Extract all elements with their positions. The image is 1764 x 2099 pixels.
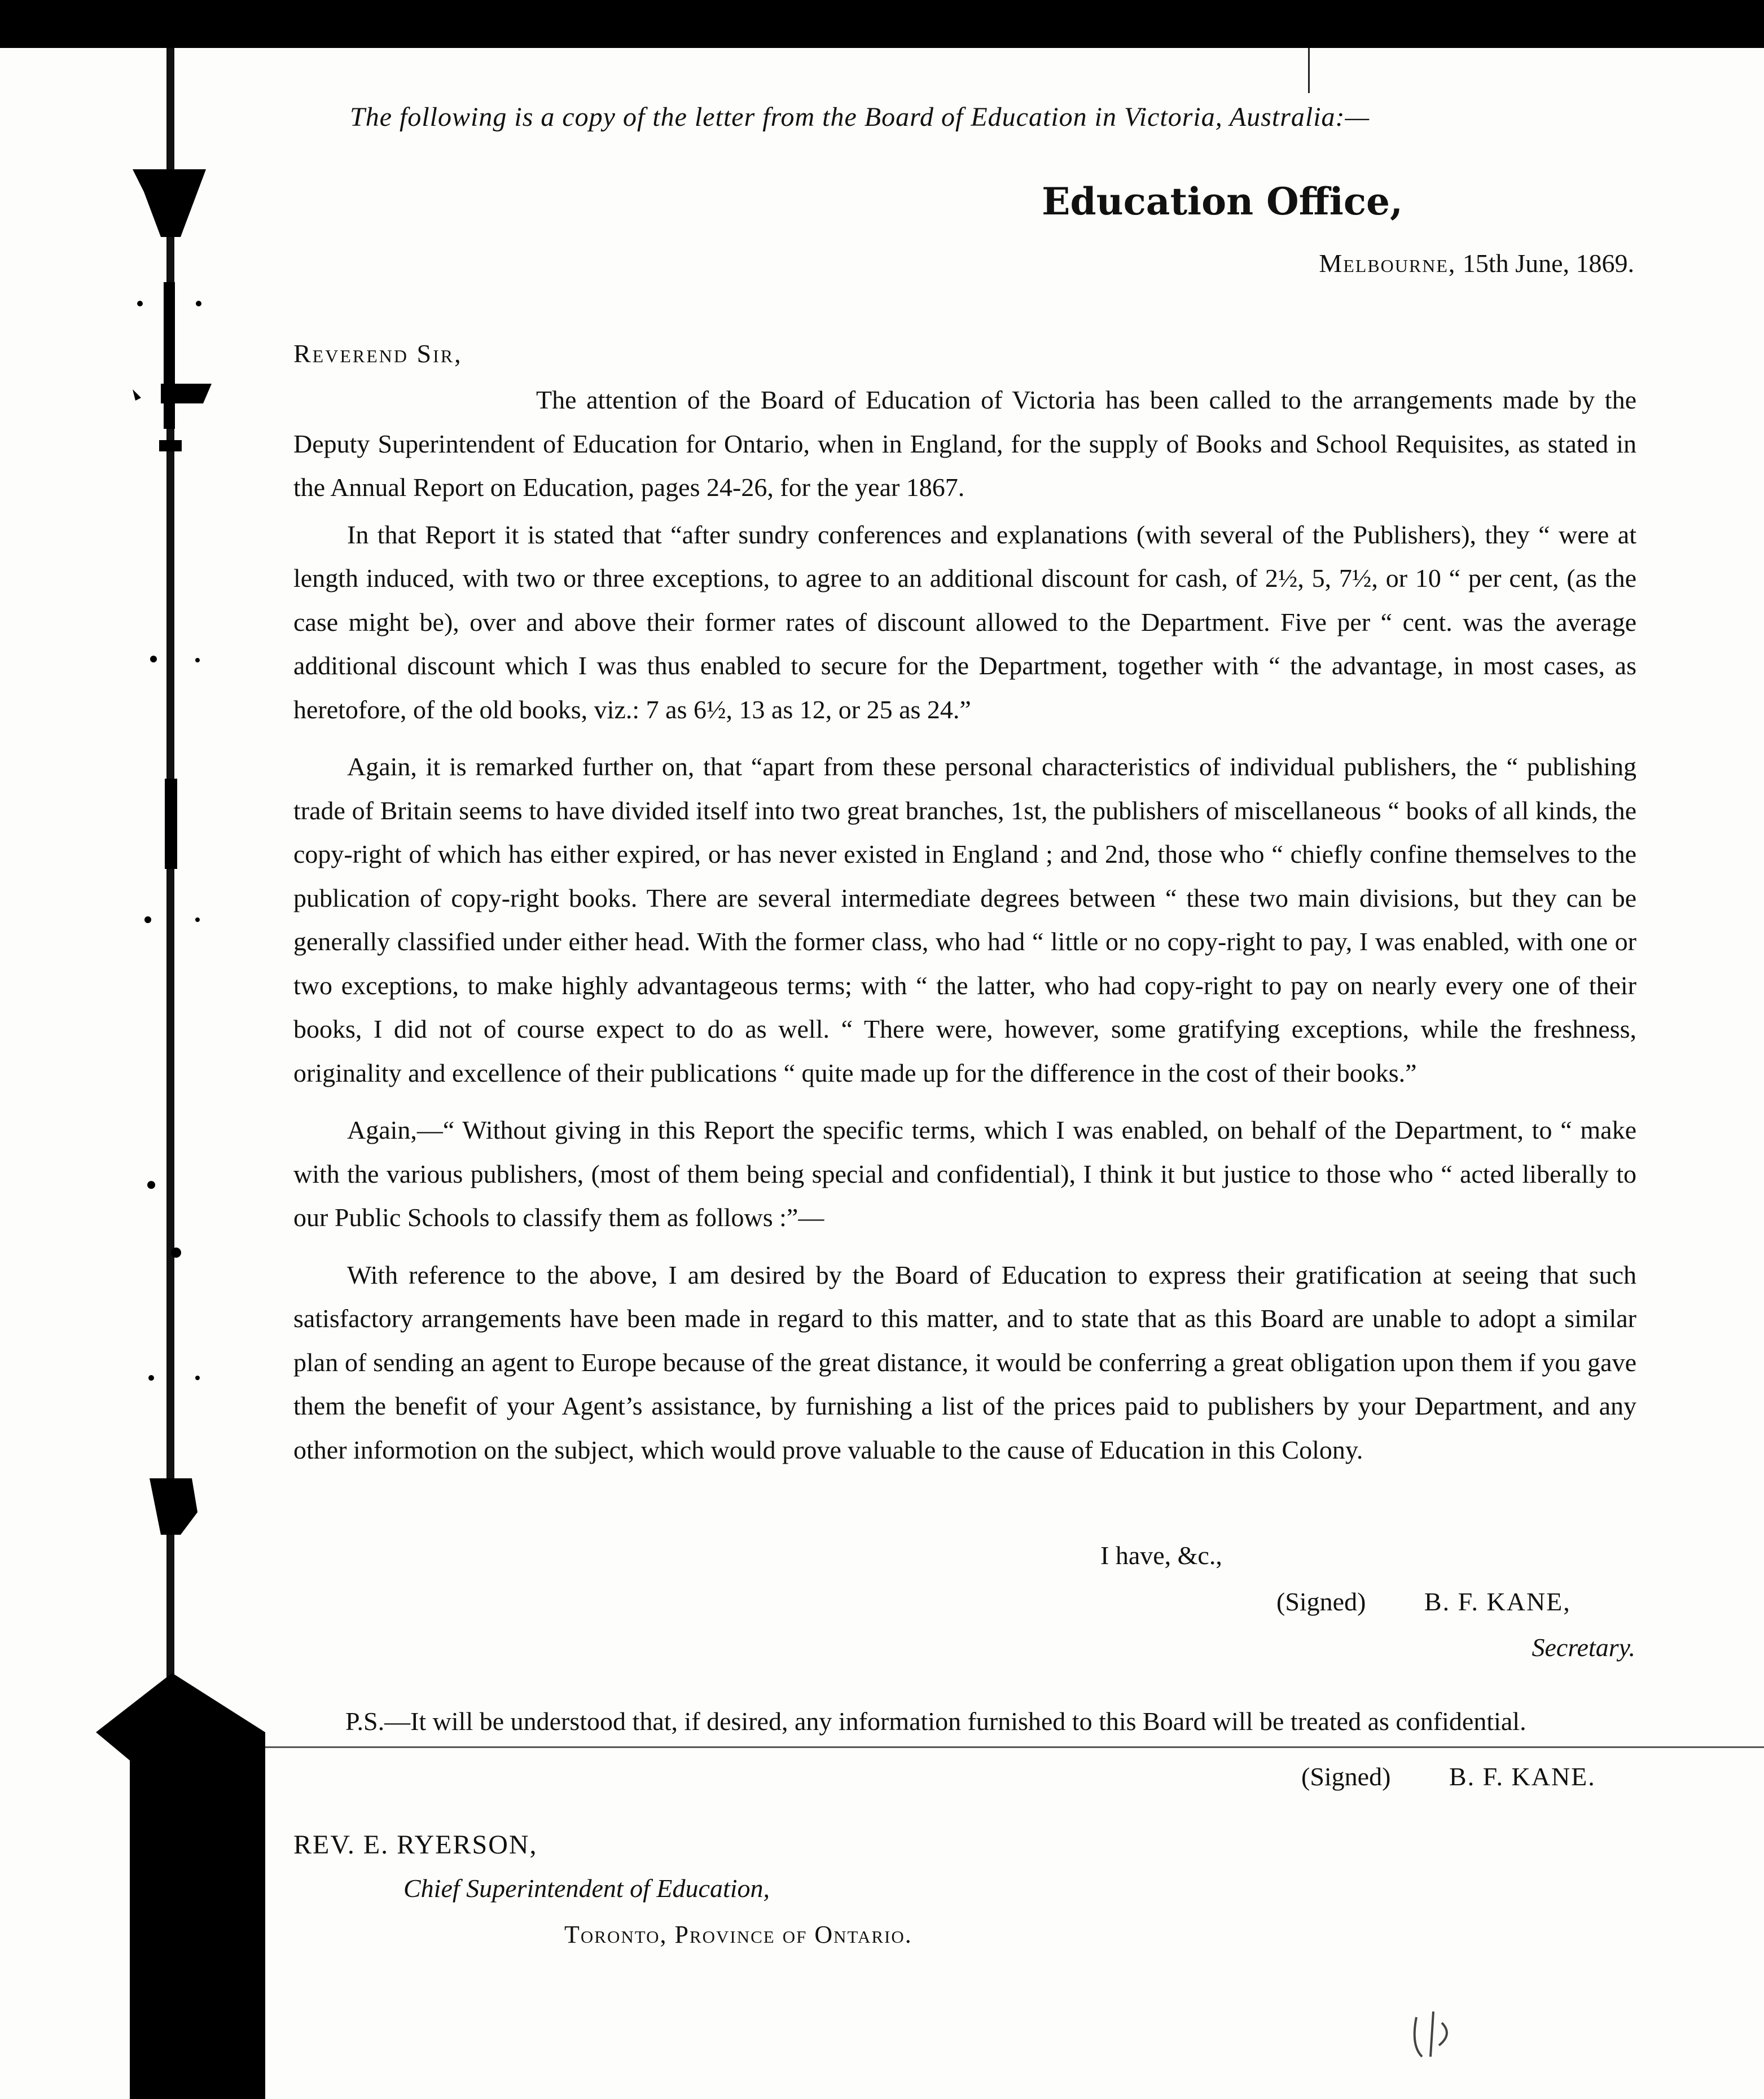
postscript: P.S.—It will be understood that, if desired, any information furnished to this Board will be treated as confidential. <box>345 1707 1526 1736</box>
addressee-location <box>564 1920 912 1949</box>
paragraph-1: The attention of the Board of Education of Victoria has been called to the arrangements made by the Deputy Superintendent of Education for Ontario, when in England, for the supply of Books and School Requisites, as stated in the Annual Report on Education, pages 24-26, for the year 1867. <box>293 385 1636 502</box>
ps-signature-block <box>1301 1762 1596 1791</box>
fold-mark <box>1308 48 1310 93</box>
addressee-title: Chief Superintendent of Education, <box>403 1874 770 1903</box>
addressee-name: REV. E. RYERSON, <box>293 1830 538 1860</box>
fold-crease <box>248 1746 1764 1748</box>
ps-signatory-name: B. F. KANE. <box>1449 1762 1596 1791</box>
salutation: Reverend Sir, <box>293 339 463 368</box>
letter-intro: The following is a copy of the letter from the Board of Education in Victoria, Australia:— <box>350 102 1370 132</box>
paragraph-2: In that Report it is stated that “after sundry conferences and explanations (with several of the Publishers), they “ were at length induced, with two or three exceptions, to agree to an additional discount for cash, of 2½, 5, 7½, or 10 “ per cent, (as the case might be), over and above their former rates of discount allowed to the Department. Five per “ cent. was the average additional discount which I was thus enabled to secure for the Department, together with “ the advantage, in most cases, as heretofore, of the old books, viz.: 7 as 6½, 13 as 12, or 25 as 24.” <box>293 520 1636 724</box>
paragraph-5: With reference to the above, I am desired by the Board of Education to express their gratification at seeing that such satisfactory arrangements have been made in regard to this matter, and to state that as this Board are unable to adopt a similar plan of sending an agent to Europe because of the great distance, it would be conferring a great obligation upon them if you gave them the benefit of your Agent’s assistance, by furnishing a list of the prices paid to publishers by your Department, and any other informotion on the subject, which would prove valuable to the cause of Education in this Colony. <box>293 1260 1636 1464</box>
signatory-title: Secretary. <box>1532 1633 1635 1662</box>
pencil-mark <box>1399 2000 1490 2068</box>
dateline <box>1319 248 1634 278</box>
signature-block <box>1276 1587 1571 1617</box>
signed-label: (Signed) <box>1276 1587 1366 1616</box>
paragraph-3: Again, it is remarked further on, that “apart from these personal characteristics of individual publishers, the “ publishing trade of Britain seems to have divided itself into two great branches, 1st, the publishers of miscellaneous “ books of all kinds, the copy-right of which has either expired, or has never existed in England ; and 2nd, those who “ chiefly confine themselves to the publication of copy-right books. There are several intermediate degrees between “ these two main divisions, but they can be generally classified under either head. With the former class, who had “ little or no copy-right to pay, I was enabled, with one or two exceptions, to make highly advantageous terms; with “ the latter, who had copy-right to pay on nearly every one of their books, I did not of course expect to do as well. “ There were, however, some gratifying exceptions, while the freshness, originality and excellence of their publications “ quite made up for the difference in the cost of their books.” <box>293 752 1636 1087</box>
ps-signed-label: (Signed) <box>1301 1762 1391 1791</box>
paragraph-4: Again,—“ Without giving in this Report the specific terms, which I was enabled, on behalf of the Department, to “ make with the various publishers, (most of them being special and confidential), I think it but justice to those who “ acted liberally to our Public Schools to classify them as follows :”— <box>293 1116 1636 1232</box>
closing: I have, &c., <box>1100 1541 1222 1570</box>
letter-body <box>293 378 1636 1472</box>
signatory-name: B. F. KANE, <box>1424 1587 1571 1616</box>
dateline-place: Melbourne, <box>1319 249 1456 278</box>
binding-edge-graphic <box>0 0 271 2099</box>
dateline-date: 15th June, 1869. <box>1462 249 1634 278</box>
office-heading: Education Office, <box>1042 179 1403 223</box>
addressee-location-text: Toronto, Province of Ontario. <box>564 1921 912 1948</box>
